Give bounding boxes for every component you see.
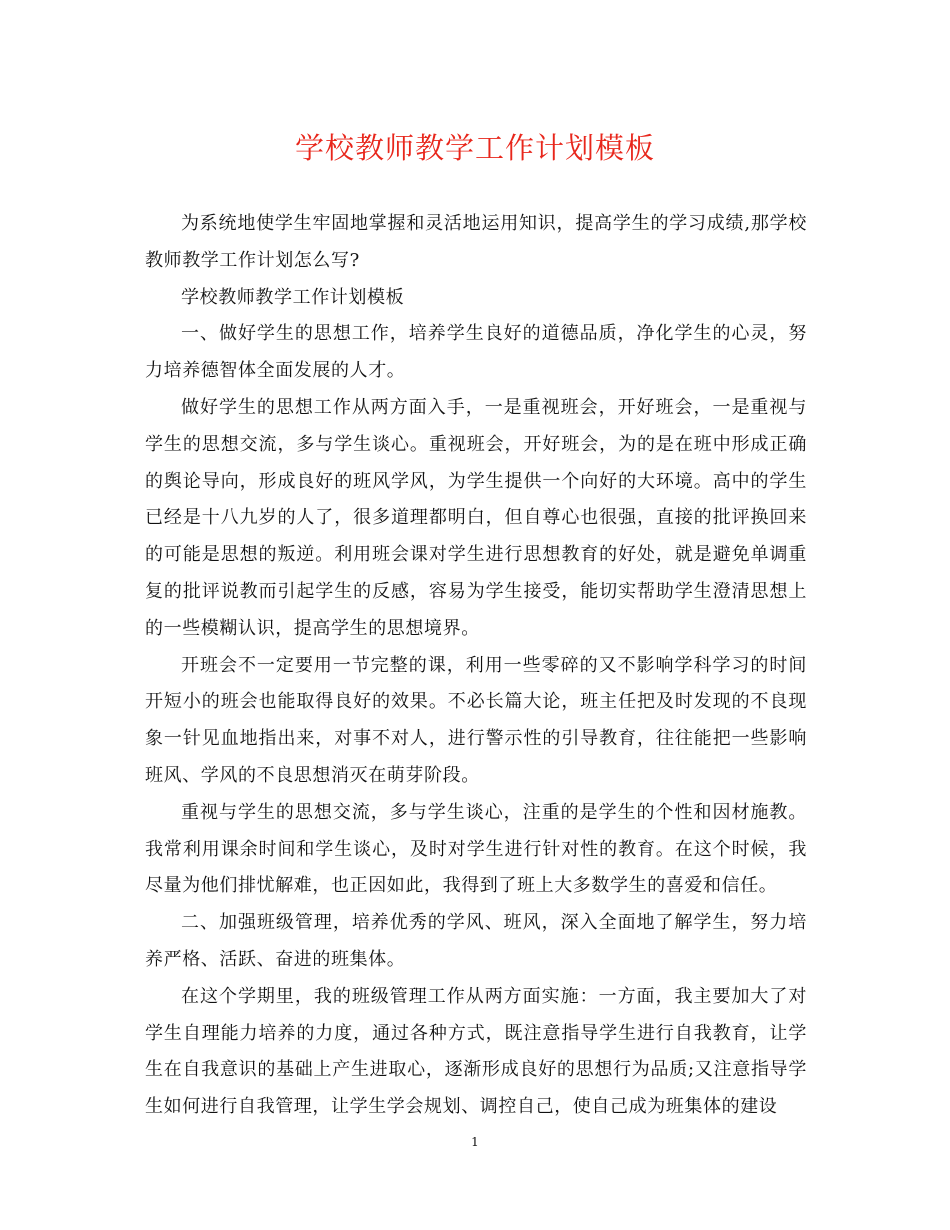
paragraph-section-1-heading: 一、做好学生的思想工作，培养学生良好的道德品质，净化学生的心灵，努力培养德智体全面发展的人才。 [145,323,807,382]
paragraph-intro: 为系统地使学生牢固地掌握和灵活地运用知识，提高学生的学习成绩,那学校教师教学工作计划怎么写? [145,213,807,271]
page-number: 1 [471,1135,479,1149]
paragraph-section-1-body-2: 开班会不一定要用一节完整的课，利用一些零碎的又不影响学科学习的时间开短小的班会也能取得良好的效果。不必长篇大论，班主任把及时发现的不良现象一针见血地指出来，对事不对人，进行警示性的引导教育，往往能把一些影响班风、学风的不良思想消灭在萌芽阶段。 [145,654,807,786]
paragraph-section-2-heading: 二、加强班级管理，培养优秀的学风、班风，深入全面地了解学生，努力培养严格、活跃、奋进的班集体。 [145,912,807,970]
document-body [145,206,807,1126]
paragraph-section-1-body-1: 做好学生的思想工作从两方面入手，一是重视班会，开好班会，一是重视与学生的思想交流，多与学生谈心。重视班会，开好班会，为的是在班中形成正确的舆论导向，形成良好的班风学风，为学生提供一个向好的大环境。高中的学生已经是十八九岁的人了，很多道理都明白，但自尊心也很强，直接的批评换回来的可能是思想的叛逆。利用班会课对学生进行思想教育的好处，就是避免单调重复的批评说教而引起学生的反感，容易为学生接受，能切实帮助学生澄清思想上的一些模糊认识，提高学生的思想境界。 [145,396,807,639]
paragraph-section-2-body-1: 在这个学期里，我的班级管理工作从两方面实施：一方面，我主要加大了对学生自理能力培养的力度，通过各种方式，既注意指导学生进行自我教育，让学生在自我意识的基础上产生进取心，逐渐形成良好的思想行为品质;又注意指导学生如何进行自我管理，让学生学会规划、调控自己，使自己成为班集体的建设 [145,985,807,1118]
paragraph-section-1-body-3: 重视与学生的思想交流，多与学生谈心，注重的是学生的个性和因材施教。我常利用课余时间和学生谈心，及时对学生进行针对性的教育。在这个时候，我尽量为他们排忧解难，也正因如此，我得到了班上大多数学生的喜爱和信任。 [145,801,807,897]
paragraph-subtitle: 学校教师教学工作计划模板 [181,286,405,308]
document-title: 学校教师教学工作计划模板 [294,131,655,165]
